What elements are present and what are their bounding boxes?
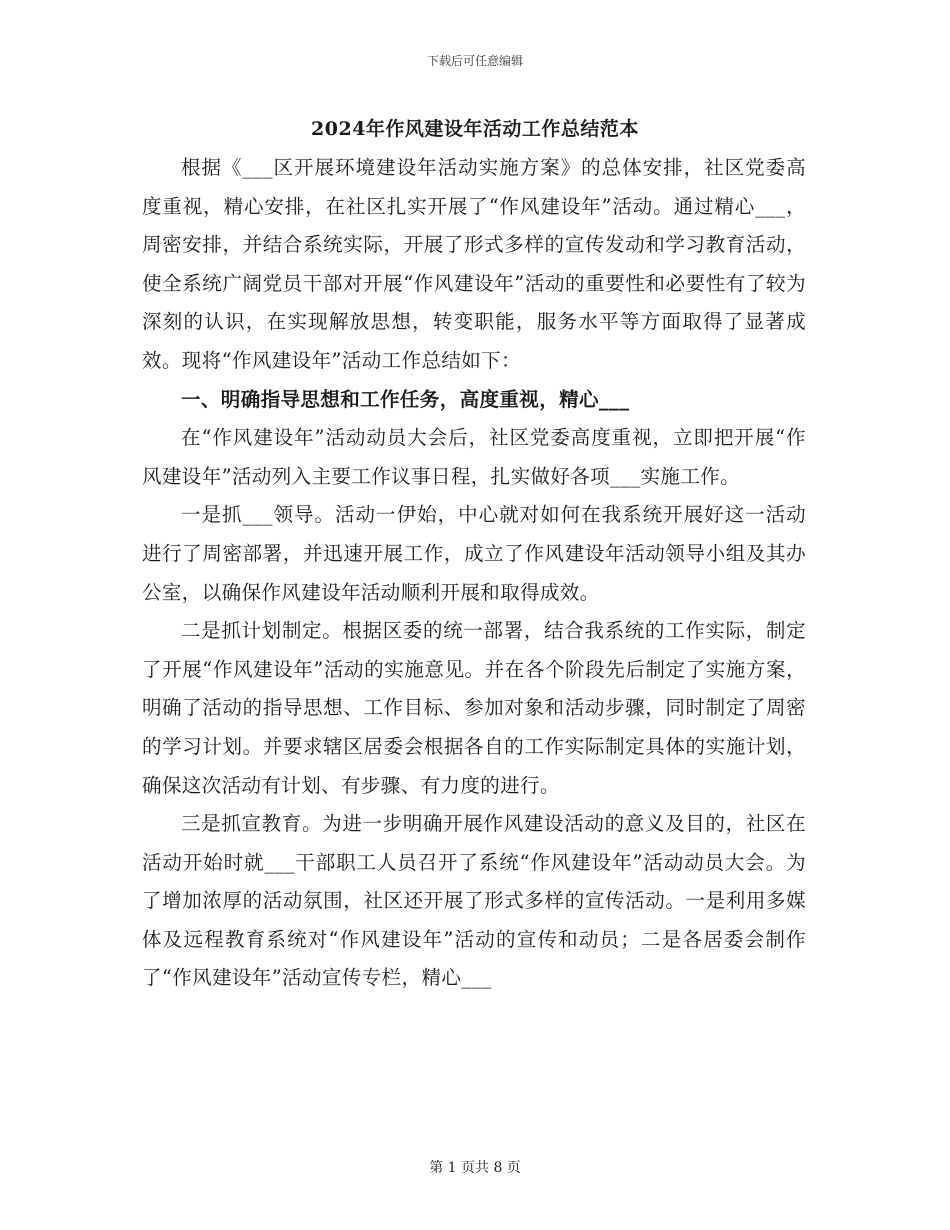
section-heading-1: 一、明确指导思想和工作任务，高度重视，精心___	[181, 387, 630, 411]
paragraph-point-2: 二是抓计划制定。根据区委的统一部署，结合我系统的工作实际，制定了开展“作风建设年”活动的实施意见。并在各个阶段先后制定了实施方案，明确了活动的指导思想、工作目标、参加对象和活动步骤，同时制定了周密的学习计划。并要求辖区居委会根据各自的工作实际制定具体的实施计划，确保这次活动有计划、有步骤、有力度的进行。	[142, 619, 806, 797]
document-title: 2024年作风建设年活动工作总结范本	[311, 118, 639, 140]
paragraph-point-3: 三是抓宣教育。为进一步明确开展作风建设活动的意义及目的，社区在活动开始时就___干部职工人员召开了系统“作风建设年”活动动员大会。为了增加浓厚的活动氛围，社区还开展了形式多样的宣传活动。一是利用多媒体及远程教育系统对“作风建设年”活动的宣传和动员；二是各居委会制作了“作风建设年”活动宣传专栏，精心___	[142, 812, 806, 990]
document-body	[142, 149, 806, 998]
paragraph-intro: 根据《___区开展环境建设年活动实施方案》的总体安排，社区党委高度重视，精心安排，在社区扎实开展了“作风建设年”活动。通过精心___，周密安排，并结合系统实际，开展了形式多样的宣传发动和学习教育活动，使全系统广阔党员干部对开展“作风建设年”活动的重要性和必要性有了较为深刻的认识，在实现解放思想，转变职能，服务水平等方面取得了显著成效。现将“作风建设年”活动工作总结如下：	[142, 156, 806, 372]
paragraph-point-1: 一是抓___领导。活动一伊始，中心就对如何在我系统开展好这一活动进行了周密部署，并迅速开展工作，成立了作风建设年活动领导小组及其办公室，以确保作风建设年活动顺利开展和取得成效。	[142, 503, 806, 604]
page-footer: 第 1 页共 8 页	[429, 1160, 521, 1176]
page-header: 下载后可任意编辑	[426, 54, 523, 68]
paragraph-section-1: 在“作风建设年”活动动员大会后，社区党委高度重视，立即把开展“作风建设年”活动列入主要工作议事日程，扎实做好各项___实施工作。	[142, 426, 806, 488]
